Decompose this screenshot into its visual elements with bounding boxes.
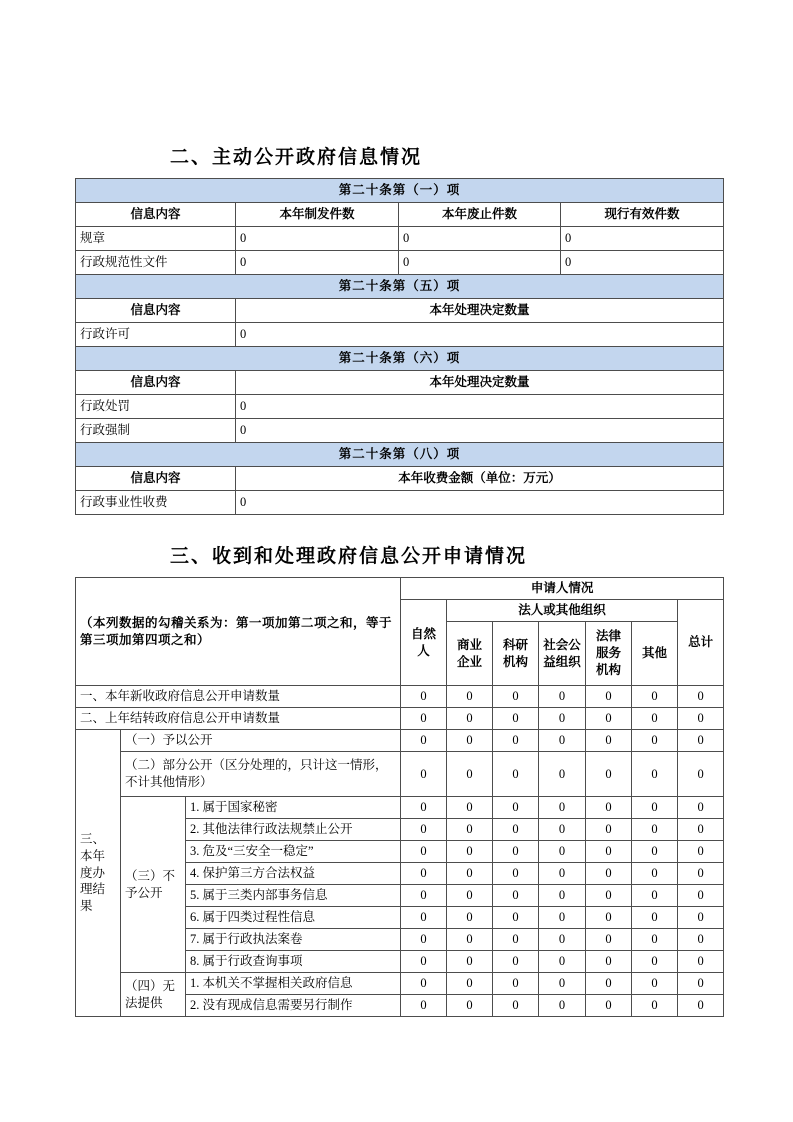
value-cell: 0 — [401, 907, 447, 929]
value-cell: 0 — [401, 686, 447, 708]
value-cell: 0 — [678, 730, 724, 752]
value-cell: 0 — [586, 907, 632, 929]
row-label-cell: 3. 危及“三安全一稳定” — [186, 841, 401, 863]
value-cell: 0 — [586, 708, 632, 730]
column-header-cell: 法律服务机构 — [586, 622, 632, 686]
value-cell: 0 — [632, 841, 678, 863]
row-label-cell: 1. 本机关不掌握相关政府信息 — [186, 973, 401, 995]
value-cell: 0 — [561, 227, 724, 251]
column-header-cell: 现行有效件数 — [561, 203, 724, 227]
value-cell: 0 — [447, 885, 493, 907]
value-cell: 0 — [447, 907, 493, 929]
table-row — [76, 708, 724, 730]
value-cell: 0 — [493, 752, 539, 797]
header-row — [76, 578, 724, 600]
column-header-cell: 总计 — [678, 600, 724, 686]
value-cell: 0 — [447, 686, 493, 708]
value-cell: 0 — [678, 973, 724, 995]
value-cell: 0 — [236, 227, 399, 251]
value-cell: 0 — [539, 995, 586, 1017]
table-row — [76, 251, 724, 275]
row-label-cell: （二）部分公开（区分处理的，只计这一情形，不计其他情形） — [121, 752, 401, 797]
value-cell: 0 — [632, 752, 678, 797]
row-label-cell: 2. 没有现成信息需要另行制作 — [186, 995, 401, 1017]
value-cell: 0 — [401, 730, 447, 752]
column-header-cell: 自然人 — [401, 600, 447, 686]
value-cell: 0 — [401, 863, 447, 885]
row-label-cell: 行政规范性文件 — [76, 251, 236, 275]
table-row — [76, 323, 724, 347]
value-cell: 0 — [678, 708, 724, 730]
value-cell: 0 — [493, 973, 539, 995]
value-cell: 0 — [447, 951, 493, 973]
article-header-cell: 第二十条第（五）项 — [76, 275, 724, 299]
row-label-cell: 5. 属于三类内部事务信息 — [186, 885, 401, 907]
value-cell: 0 — [401, 995, 447, 1017]
value-cell: 0 — [493, 708, 539, 730]
value-cell: 0 — [236, 419, 724, 443]
value-cell: 0 — [539, 752, 586, 797]
value-cell: 0 — [539, 708, 586, 730]
group-label-cell: （四）无法提供 — [121, 973, 186, 1017]
value-cell: 0 — [678, 907, 724, 929]
column-header-row — [76, 299, 724, 323]
value-cell: 0 — [493, 819, 539, 841]
value-cell: 0 — [632, 797, 678, 819]
value-cell: 0 — [586, 819, 632, 841]
value-cell: 0 — [561, 251, 724, 275]
value-cell: 0 — [401, 929, 447, 951]
value-cell: 0 — [678, 863, 724, 885]
value-cell: 0 — [399, 251, 561, 275]
column-header-cell: 信息内容 — [76, 299, 236, 323]
value-cell: 0 — [632, 951, 678, 973]
value-cell: 0 — [586, 752, 632, 797]
value-cell: 0 — [539, 907, 586, 929]
value-cell: 0 — [586, 973, 632, 995]
column-header-cell: 信息内容 — [76, 203, 236, 227]
value-cell: 0 — [401, 708, 447, 730]
column-header-cell: 信息内容 — [76, 467, 236, 491]
article-header-cell: 第二十条第（八）项 — [76, 443, 724, 467]
value-cell: 0 — [586, 686, 632, 708]
value-cell: 0 — [447, 730, 493, 752]
value-cell: 0 — [401, 841, 447, 863]
table-row — [76, 491, 724, 515]
value-cell: 0 — [586, 951, 632, 973]
value-cell: 0 — [236, 395, 724, 419]
value-cell: 0 — [632, 995, 678, 1017]
value-cell: 0 — [586, 863, 632, 885]
column-header-cell: 社会公益组织 — [539, 622, 586, 686]
value-cell: 0 — [401, 885, 447, 907]
value-cell: 0 — [447, 929, 493, 951]
group-label-cell: 三、本年度办理结果 — [76, 730, 121, 1017]
value-cell: 0 — [493, 929, 539, 951]
value-cell: 0 — [539, 929, 586, 951]
value-cell: 0 — [401, 973, 447, 995]
value-cell: 0 — [493, 885, 539, 907]
column-header-cell: 本年废止件数 — [399, 203, 561, 227]
column-header-cell: 信息内容 — [76, 371, 236, 395]
value-cell: 0 — [401, 752, 447, 797]
table-row — [76, 730, 724, 752]
table-row — [76, 419, 724, 443]
row-label-cell: 行政处罚 — [76, 395, 236, 419]
section2-title: 二、主动公开政府信息情况 — [170, 147, 423, 168]
value-cell: 0 — [539, 885, 586, 907]
value-cell: 0 — [678, 995, 724, 1017]
value-cell: 0 — [447, 752, 493, 797]
value-cell: 0 — [493, 951, 539, 973]
value-cell: 0 — [236, 491, 724, 515]
column-header-row — [76, 203, 724, 227]
section2-table — [75, 178, 724, 515]
row-label-cell: 行政强制 — [76, 419, 236, 443]
value-cell: 0 — [632, 973, 678, 995]
section3-title: 三、收到和处理政府信息公开申请情况 — [170, 546, 528, 567]
applicant-header-cell: 申请人情况 — [401, 578, 724, 600]
column-header-row — [76, 467, 724, 491]
table-row — [76, 752, 724, 797]
row-label-cell: 8. 属于行政查询事项 — [186, 951, 401, 973]
value-cell: 0 — [493, 730, 539, 752]
value-cell: 0 — [447, 819, 493, 841]
row-label-cell: 规章 — [76, 227, 236, 251]
value-cell: 0 — [447, 973, 493, 995]
value-cell: 0 — [401, 819, 447, 841]
row-label-cell: 7. 属于行政执法案卷 — [186, 929, 401, 951]
value-cell: 0 — [586, 885, 632, 907]
value-cell: 0 — [586, 797, 632, 819]
value-cell: 0 — [632, 686, 678, 708]
value-cell: 0 — [539, 951, 586, 973]
value-cell: 0 — [493, 841, 539, 863]
row-label-cell: 二、上年结转政府信息公开申请数量 — [76, 708, 401, 730]
value-cell: 0 — [632, 929, 678, 951]
value-cell: 0 — [632, 708, 678, 730]
row-label-cell: 2. 其他法律行政法规禁止公开 — [186, 819, 401, 841]
section3-table — [75, 577, 724, 1017]
table-row — [76, 227, 724, 251]
value-cell: 0 — [632, 819, 678, 841]
column-header-cell: 本年处理决定数量 — [236, 299, 724, 323]
article-header-row — [76, 179, 724, 203]
row-label-cell: 4. 保护第三方合法权益 — [186, 863, 401, 885]
column-header-cell: 本年收费金额（单位：万元） — [236, 467, 724, 491]
row-label-cell: 行政事业性收费 — [76, 491, 236, 515]
value-cell: 0 — [401, 951, 447, 973]
value-cell: 0 — [401, 797, 447, 819]
value-cell: 0 — [236, 251, 399, 275]
value-cell: 0 — [678, 951, 724, 973]
value-cell: 0 — [447, 708, 493, 730]
article-header-cell: 第二十条第（六）项 — [76, 347, 724, 371]
value-cell: 0 — [447, 995, 493, 1017]
article-header-row — [76, 347, 724, 371]
value-cell: 0 — [539, 797, 586, 819]
value-cell: 0 — [539, 730, 586, 752]
table-row — [76, 797, 724, 819]
column-header-cell: 其他 — [632, 622, 678, 686]
row-label-cell: 6. 属于四类过程性信息 — [186, 907, 401, 929]
article-header-row — [76, 275, 724, 299]
value-cell: 0 — [586, 730, 632, 752]
table-row — [76, 686, 724, 708]
column-header-row — [76, 371, 724, 395]
value-cell: 0 — [539, 863, 586, 885]
column-header-cell: 科研机构 — [493, 622, 539, 686]
value-cell: 0 — [678, 929, 724, 951]
value-cell: 0 — [493, 995, 539, 1017]
value-cell: 0 — [539, 819, 586, 841]
value-cell: 0 — [632, 907, 678, 929]
value-cell: 0 — [632, 730, 678, 752]
value-cell: 0 — [678, 752, 724, 797]
value-cell: 0 — [399, 227, 561, 251]
value-cell: 0 — [632, 885, 678, 907]
value-cell: 0 — [493, 686, 539, 708]
column-header-cell: 商业企业 — [447, 622, 493, 686]
article-header-row — [76, 443, 724, 467]
value-cell: 0 — [539, 686, 586, 708]
value-cell: 0 — [678, 885, 724, 907]
value-cell: 0 — [447, 841, 493, 863]
row-label-cell: 1. 属于国家秘密 — [186, 797, 401, 819]
value-cell: 0 — [447, 797, 493, 819]
group-label-cell: （三）不予公开 — [121, 797, 186, 973]
value-cell: 0 — [493, 863, 539, 885]
value-cell: 0 — [586, 929, 632, 951]
value-cell: 0 — [678, 841, 724, 863]
legal-org-header-cell: 法人或其他组织 — [447, 600, 678, 622]
note-cell: （本列数据的勾稽关系为：第一项加第二项之和，等于第三项加第四项之和） — [76, 578, 401, 686]
value-cell: 0 — [678, 686, 724, 708]
value-cell: 0 — [236, 323, 724, 347]
value-cell: 0 — [632, 863, 678, 885]
article-header-cell: 第二十条第（一）项 — [76, 179, 724, 203]
value-cell: 0 — [493, 907, 539, 929]
row-label-cell: （一）予以公开 — [121, 730, 401, 752]
value-cell: 0 — [447, 863, 493, 885]
column-header-cell: 本年处理决定数量 — [236, 371, 724, 395]
table-row — [76, 973, 724, 995]
value-cell: 0 — [678, 819, 724, 841]
column-header-cell: 本年制发件数 — [236, 203, 399, 227]
value-cell: 0 — [493, 797, 539, 819]
value-cell: 0 — [586, 995, 632, 1017]
value-cell: 0 — [539, 973, 586, 995]
table-row — [76, 395, 724, 419]
value-cell: 0 — [539, 841, 586, 863]
value-cell: 0 — [678, 797, 724, 819]
row-label-cell: 行政许可 — [76, 323, 236, 347]
row-label-cell: 一、本年新收政府信息公开申请数量 — [76, 686, 401, 708]
value-cell: 0 — [586, 841, 632, 863]
